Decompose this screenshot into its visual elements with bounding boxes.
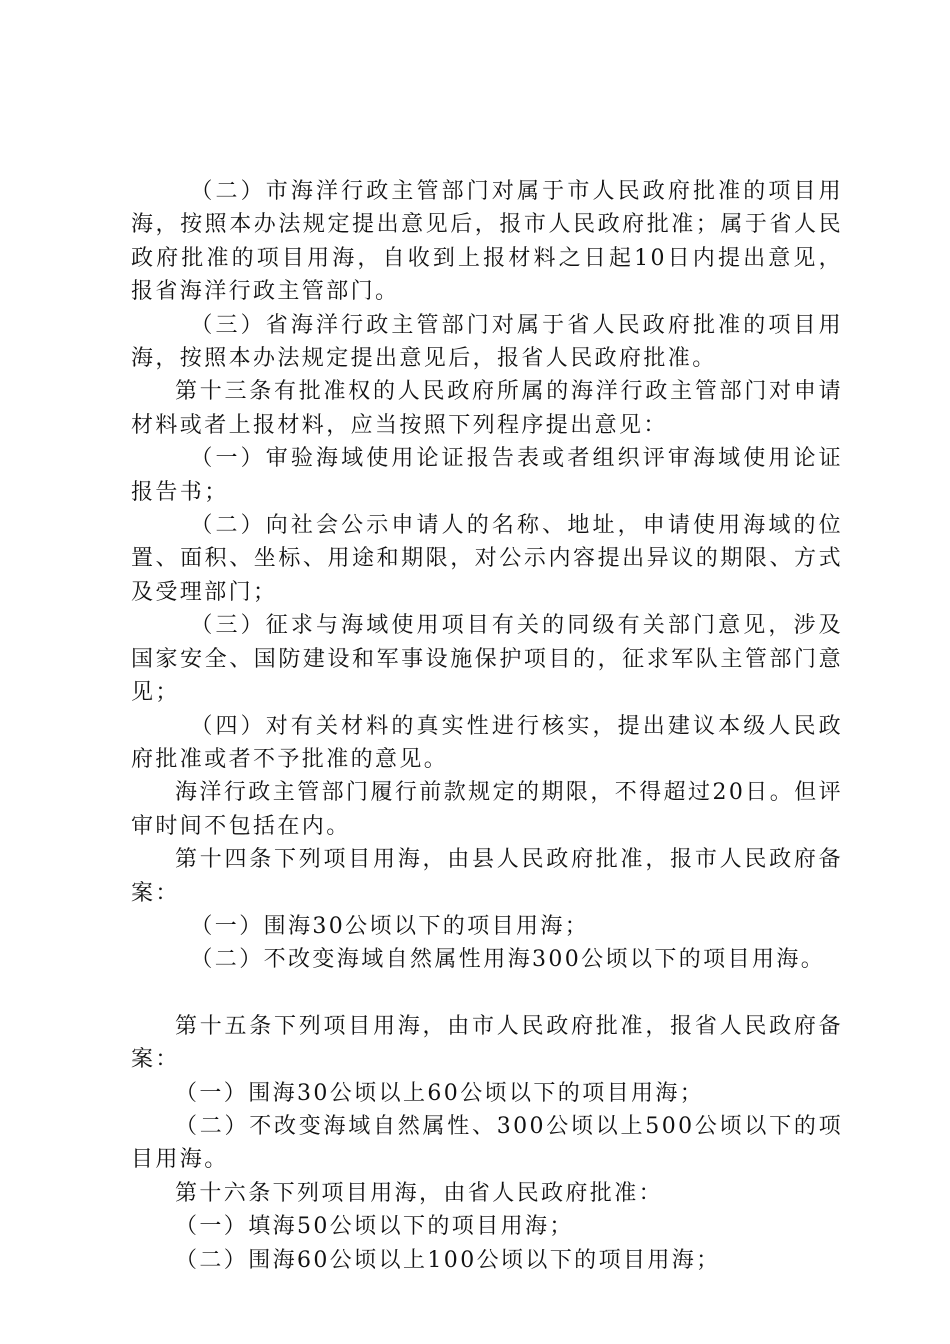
document-body [131, 175, 843, 1277]
paragraph-article-14-item-1: （一）围海30公顷以下的项目用海； [190, 913, 590, 939]
paragraph-article-16-item-2: （二）围海60公顷以上100公顷以下的项目用海； [175, 1247, 721, 1273]
paragraph-article-13-item-4: （四）对有关材料的真实性进行核实，提出建议本级人民政府批准或者不予批准的意见。 [131, 713, 843, 772]
paragraph-article-15-item-1: （一）围海30公顷以上60公顷以下的项目用海； [175, 1080, 705, 1106]
paragraph-item-2-municipal: （二）市海洋行政主管部门对属于市人民政府批准的项目用海，按照本办法规定提出意见后，报市人民政府批准；属于省人民政府批准的项目用海，自收到上报材料之日起10日内提出意见，报省海洋行政主管部门。 [131, 179, 843, 305]
paragraph-article-13-item-1: （一）审验海域使用论证报告表或者组织评审海域使用论证报告书； [131, 446, 843, 505]
paragraph-article-13: 第十三条有批准权的人民政府所属的海洋行政主管部门对申请材料或者上报材料，应当按照下列程序提出意见： [131, 379, 843, 438]
paragraph-spacer [131, 977, 843, 1010]
paragraph-item-3-provincial: （三）省海洋行政主管部门对属于省人民政府批准的项目用海，按照本办法规定提出意见后，报省人民政府批准。 [131, 312, 843, 372]
paragraph-article-15-item-2: （二）不改变海域自然属性、300公顷以上500公顷以下的项目用海。 [131, 1113, 843, 1173]
paragraph-article-13-item-3: （三）征求与海域使用项目有关的同级有关部门意见，涉及国家安全、国防建设和军事设施保护项目的，征求军队主管部门意见； [131, 613, 843, 706]
paragraph-article-14: 第十四条下列项目用海，由县人民政府批准，报市人民政府备案： [131, 847, 843, 906]
paragraph-article-16: 第十六条下列项目用海，由省人民政府批准： [175, 1180, 664, 1206]
paragraph-article-14-item-2: （二）不改变海域自然属性用海300公顷以下的项目用海。 [190, 947, 826, 973]
paragraph-article-15: 第十五条下列项目用海，由市人民政府批准，报省人民政府备案： [131, 1013, 843, 1073]
paragraph-article-16-item-1: （一）填海50公顷以下的项目用海； [175, 1214, 574, 1240]
paragraph-time-limit: 海洋行政主管部门履行前款规定的期限，不得超过20日。但评审时间不包括在内。 [131, 780, 843, 839]
paragraph-article-13-item-2: （二）向社会公示申请人的名称、地址，申请使用海域的位置、面积、坐标、用途和期限，对公示内容提出异议的期限、方式及受理部门； [131, 513, 843, 605]
